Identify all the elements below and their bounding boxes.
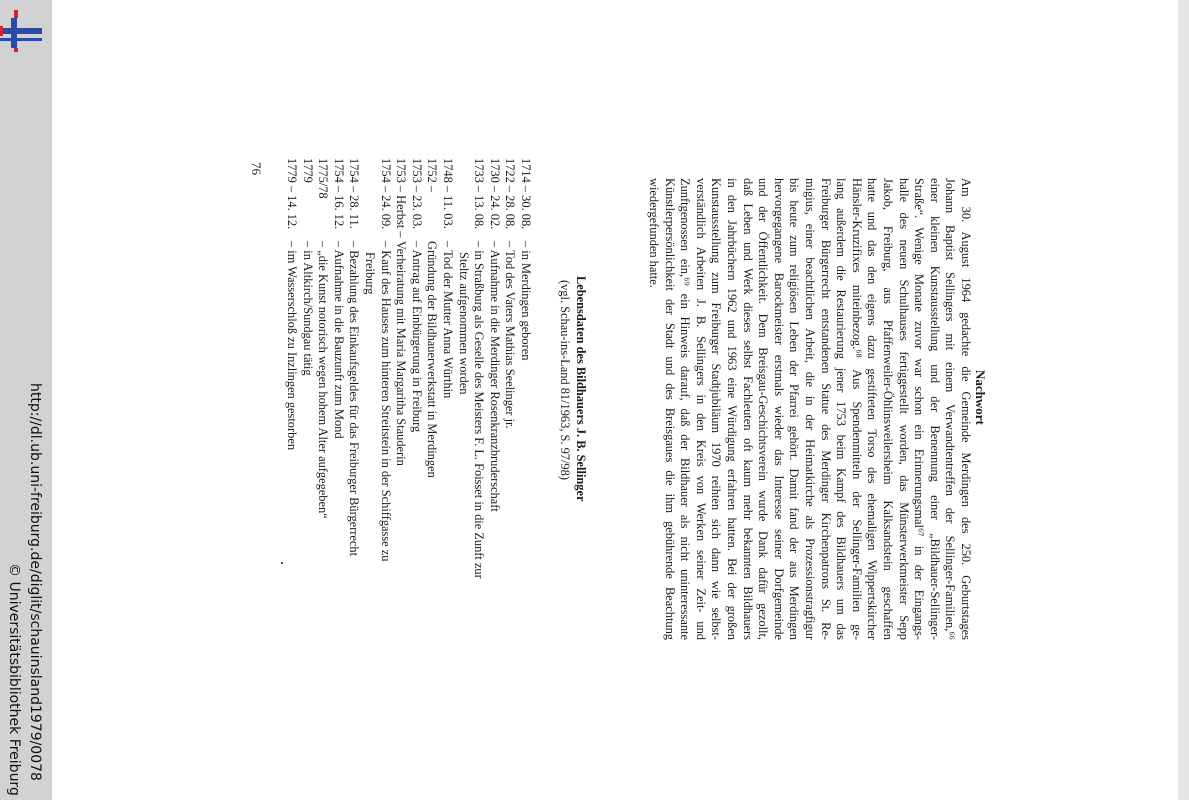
timeline-row <box>377 158 393 579</box>
timeline-row <box>502 158 518 579</box>
timeline-date: 1753 – Herbst – <box>394 158 409 238</box>
paragraph-line: und der Öffentlichkeit. Dem Breisgau-Geschichtsverein wurde Dank dafür gezollt, <box>756 178 771 640</box>
timeline-date: 1722 – 28. 08. <box>503 158 518 230</box>
timeline-text: – in Straßburg als Geselle des Meisters F. L. Foisset in die Zunft zur <box>472 241 487 579</box>
life-data-title: Lebensdaten des Bildhauers J. B. Sellinger <box>574 276 588 502</box>
life-data-source: (vgl. Schau-ins-Land 81/1963, S. 97/98) <box>558 280 572 480</box>
paragraph-line: halle des neuen Schulhauses fertiggestellt worden, das Münsterwerkmeister Sepp <box>896 178 911 640</box>
timeline-date: 1754 – 16. 12. <box>331 158 346 230</box>
paragraph-line: Künstlerpersönlichkeit der Stadt und des Breisgaues die ihm gebührende Beachtung <box>662 178 677 640</box>
timeline-text: Freiburg <box>363 252 378 295</box>
timeline-row <box>439 158 455 579</box>
timeline-row <box>517 158 533 579</box>
timeline-date: 1752 – <box>425 158 440 193</box>
paragraph-line: Straße“. Wenige Monate zuvor war schon ein Erinnerungsmal⁶⁷ in der Eingangs- <box>912 178 927 640</box>
timeline-date: 1733 – 13. 08. <box>472 158 487 230</box>
paragraph-line: Freiburger Bürgerrecht entstandenen Statue des Merdinger Kirchenpatrons St. Re- <box>818 178 833 640</box>
source-url[interactable]: http://dl.ub.uni-freiburg.de/diglit/schauinsland1979/0078 <box>27 383 43 781</box>
paragraph-line: Johann Baptist Sellingers mit einem Verwandtentreffen der Sellinger-Familien,⁶⁶ <box>943 178 958 640</box>
timeline-date: 1714 – 30. 08. <box>519 158 533 230</box>
timeline-text: – Tod des Vaters Mathias Seelinger jr. <box>503 241 518 429</box>
timeline-text: – „die Kunst notorisch wegen hohem Alter aufgegeben“ <box>316 241 331 519</box>
timeline-text: – in Merdingen geboren <box>519 241 533 361</box>
right-margin-bar <box>1178 0 1189 800</box>
timeline-text: – im Wasserschloß zu Inzlingen gestorben <box>285 241 300 451</box>
timeline-date: 1748 – 11. 03. <box>441 158 456 229</box>
timeline-date: 1779 <box>300 158 315 183</box>
sidebar <box>0 0 52 800</box>
paragraph-line: Zunftgenossen ein,⁶⁹ ein Hinweis darauf, daß der Bildhauer als nicht uninteressante <box>678 178 693 640</box>
timeline-text: – Aufnahme in die Bauzunft zum Mond <box>331 241 346 439</box>
paragraph-line: lang außerdem die Restaurierung jener 1753 beim Kampf des Bildhauers um das <box>834 178 849 640</box>
paragraph-line: hatte und das den eigens dazu gestifteten Torso des ehemaligen Wippertskircher <box>865 178 880 640</box>
timeline-row <box>455 158 471 579</box>
paragraph-line: wiedergefunden hatte. <box>647 178 662 288</box>
timeline-row <box>315 158 331 579</box>
paragraph-line: Hänsler-Kruzifixes miteinbezog.⁶⁸ Aus Spendenmitteln der Sellinger-Familien ge- <box>849 178 864 640</box>
paragraph-line: Am 30. August 1964 gedachte die Gemeinde Merdingen des 250. Geburtstages <box>959 178 973 640</box>
timeline-date: 1730 – 24. 02. <box>487 158 502 230</box>
paragraph-line: migius, einer beachtlichen Arbeit, die in der Heimatkirche als Prozessionstragfigur <box>803 178 818 640</box>
paragraph-line: verständlich Arbeiten J. B. Sellingers in den Kreis von Werken seiner Zeit- und <box>693 178 708 640</box>
afterword-paragraph <box>646 178 973 640</box>
paragraph-line: bis heute zum religiösen Leben der Pfarrei gehört. Damit fand der aus Merdingen <box>787 178 802 640</box>
timeline-row <box>471 158 487 579</box>
timeline-text: – Kauf des Hauses zum hinteren Streitstein in der Schiffgasse zu <box>378 241 393 562</box>
timeline-text: – in Altkirch/Sundgau tätig <box>300 241 315 376</box>
timeline-row <box>424 158 440 579</box>
timeline-row <box>486 158 502 579</box>
copyright-notice: © Universitätsbibliothek Freiburg <box>6 563 22 796</box>
timeline-row <box>361 158 377 579</box>
paragraph-line: Kunstausstellung zum Freiburger Stadtjubiläum 1970 reihten sich dann wie selbst- <box>709 178 724 640</box>
page-number: 76 <box>249 162 264 175</box>
timeline-date: 1754 – 24. 09. <box>378 158 393 230</box>
timeline-text: – Antrag auf Einbürgerung in Freiburg <box>409 241 424 433</box>
paragraph-line: daß Leben und Werk dieses selbst Fachleuten oft kaum mehr bekannten Bildhauers <box>740 178 755 640</box>
paragraph-line: in den Jahrbüchern 1962 und 1963 eine Würdigung erfahren hatten. Bei der großen <box>725 178 740 640</box>
timeline-date: 1753 – 23. 03. <box>409 158 424 230</box>
timeline-row <box>346 158 362 579</box>
paragraph-line: einer kleinen Kunstausstellung und der Benennung einer „Bildhauer-Sellinger- <box>927 178 942 640</box>
timeline-text: – Aufnahme in die Merdinger Rosenkranzbruderschaft <box>487 241 502 512</box>
timeline-row <box>299 158 315 579</box>
timeline-text: Verheiratung mit Maria Margaritha Stauderin <box>394 241 409 466</box>
timeline-row <box>393 158 409 579</box>
timeline-text: Gründung der Bildhauerwerkstatt in Merdingen <box>425 241 440 478</box>
timeline-text: Steltz aufgenommen worden <box>456 252 471 395</box>
timeline-text: – Tod der Mutter Anna Würthin <box>441 241 456 399</box>
timeline-text: – Bezahlung des Einkaufsgeldes für das Freiburger Bürgerrecht <box>347 241 362 557</box>
scan-speck <box>281 562 283 564</box>
paragraph-line: hervorgegangene Barockmeister erstmals wieder das Interesse seiner Dorfgemeinde <box>771 178 786 640</box>
timeline-date: 1754 – 28. 11. <box>347 158 362 229</box>
timeline-row <box>330 158 346 579</box>
section-heading: Nachwort <box>973 370 988 425</box>
timeline-list <box>284 158 534 579</box>
timeline-date: 1775/78 <box>316 158 331 199</box>
university-library-logo-icon <box>0 10 46 52</box>
timeline-date: 1779 – 14. 12. <box>285 158 300 230</box>
paragraph-line: Jakob, Freiburg, aus Pfaffenweiler-Öhlinsweilersheim Kalksandstein geschaffen <box>881 178 896 640</box>
timeline-row <box>408 158 424 579</box>
timeline-row <box>284 158 300 579</box>
